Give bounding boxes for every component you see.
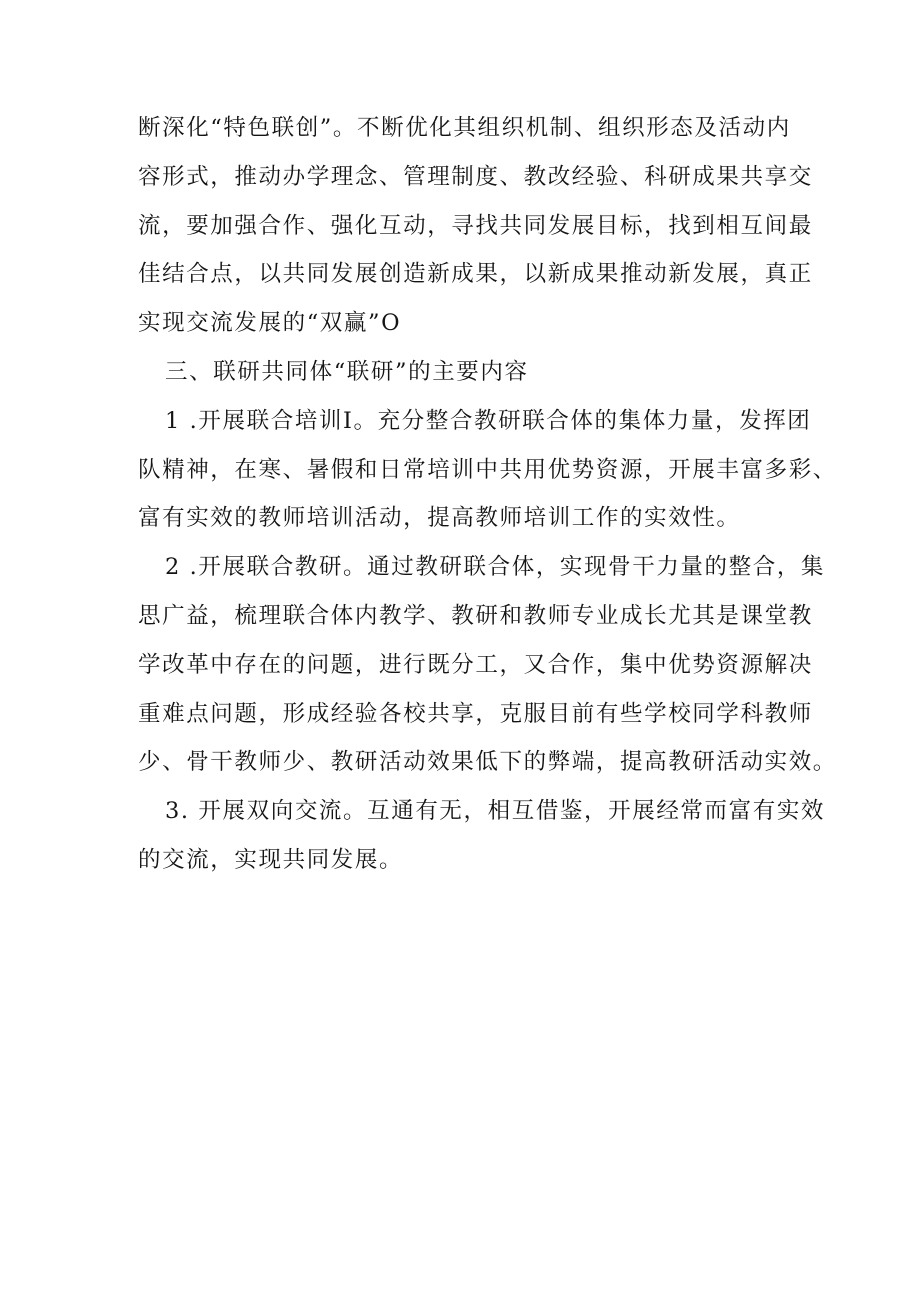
text-line: 断深化“特色联创”。不断优化其组织机制、组织形态及活动内 [138, 115, 791, 141]
text-line: 富有实效的教师培训活动，提高教师培训工作的实效性。 [138, 505, 741, 532]
text-line: 容形式，推动办学理念、管理制度、教改经验、科研成果共享交 [138, 163, 813, 190]
text-line: 佳结合点，以共同发展创造新成果，以新成果推动新发展，真正 [138, 261, 813, 288]
text-line: 1 .开展联合培训I。充分整合教研联合体的集体力量，发挥团 [165, 407, 812, 434]
text-line: 重难点问题，形成经验各校共享，克服目前有些学校同学科教师 [138, 700, 813, 727]
heading-line: 三、联研共同体“联研”的主要内容 [165, 358, 529, 385]
document-body [138, 104, 837, 885]
text-line: 流，要加强合作、强化互动，寻找共同发展目标，找到相互间最 [138, 212, 813, 239]
text-line: 实现交流发展的“双赢”O [138, 310, 402, 337]
paragraph-item-1 [138, 397, 837, 543]
text-line: 学改革中存在的问题，进行既分工，又合作，集中优势资源解决 [138, 651, 813, 678]
text-line: 队精神，在寒、暑假和日常培训中共用优势资源，开展丰富多彩、 [138, 456, 837, 483]
text-line: 3. 开展双向交流。互通有无，相互借鉴，开展经常而富有实效 [165, 798, 826, 825]
text-line: 少、骨干教师少、教研活动效果低下的弊端，提高教研活动实效。 [138, 749, 837, 776]
paragraph-intro-continuation [138, 104, 813, 348]
text-line: 的交流，实现共同发展。 [138, 846, 404, 873]
section-heading [138, 348, 798, 397]
text-line: 思广益，梳理联合体内教学、教研和教师专业成长尤其是课堂教 [138, 602, 813, 629]
paragraph-item-2 [138, 543, 837, 787]
paragraph-item-3 [138, 787, 826, 885]
text-line: 2 .开展联合教研。通过教研联合体，实现骨干力量的整合，集 [165, 554, 826, 581]
